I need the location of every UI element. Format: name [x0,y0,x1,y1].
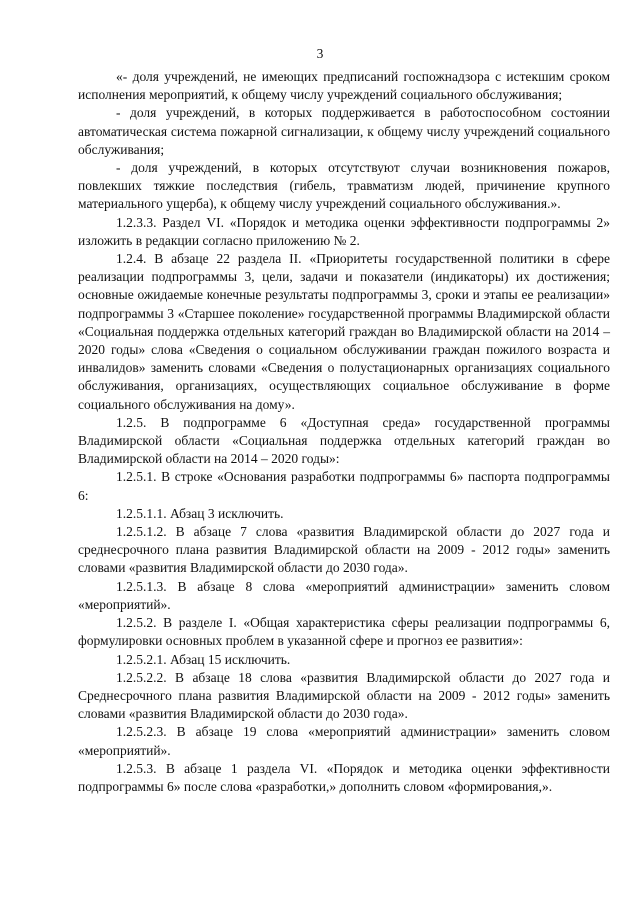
paragraph-1-2-5-1: 1.2.5.1. В строке «Основания разработки подпрограммы 6» паспорта подпрограммы 6: [78,469,610,503]
paragraph-indicator-fire-inspection: «- доля учреждений, не имеющих предписаний госпожнадзора с истекшим сроком исполнения мероприятий, к общему числу учреждений социального обслуживания; [78,69,610,103]
paragraph-1-2-5-1-3: 1.2.5.1.3. В абзаце 8 слова «мероприятий администрации» заменить словом «мероприятий». [78,578,610,612]
paragraph-1-2-5-1-1: 1.2.5.1.1. Абзац 3 исключить. [116,505,284,521]
page-number: 3 [316,46,324,61]
paragraph-indicator-fire-alarm: - доля учреждений, в которых поддерживается в работоспособном состоянии автоматическая система пожарной сигнализации, к общему числу учреждений социального обслуживания; [78,105,610,157]
paragraph-1-2-5-3: 1.2.5.3. В абзаце 1 раздела VI. «Порядок и методика оценки эффективности подпрограммы 6» после слова «разработки,» дополнить словом «формирования,». [78,760,610,794]
paragraph-1-2-5-2: 1.2.5.2. В разделе I. «Общая характеристика сферы реализации подпрограммы 6, формулировки основных проблем в указанной сфере и прогноз ее развития»: [78,615,610,649]
paragraph-1-2-5-2-1: 1.2.5.2.1. Абзац 15 исключить. [116,651,291,667]
paragraph-1-2-5-2-2: 1.2.5.2.2. В абзаце 18 слова «развития Владимирской области до 2027 года и Среднесрочного плана развития Владимирской области на 2009 - 2012 годы» заменить словами «развития Владимирской области до 2030 года». [78,669,610,722]
paragraph-1-2-5: 1.2.5. В подпрограмме 6 «Доступная среда» государственной программы Владимирской области «Социальная поддержка отдельных категорий граждан во Владимирской области на 2014 – 2020 годы»: [78,414,610,467]
paragraph-1-2-3-3: 1.2.3.3. Раздел VI. «Порядок и методика оценки эффективности подпрограммы 2» изложить в редакции согласно приложению № 2. [78,214,610,248]
paragraph-1-2-5-1-2: 1.2.5.1.2. В абзаце 7 слова «развития Владимирской области до 2027 года и среднесрочного плана развития Владимирской области на 2009 - 2012 годы» заменить словами «развития Владимирской области до 2030 года». [78,524,610,576]
paragraph-indicator-fire-cases: - доля учреждений, в которых отсутствуют случаи возникновения пожаров, повлекших тяжкие последствия (гибель, травматизм людей, причинение крупного материального ущерба), к общему числу учреждений социального обслуживания.». [78,160,610,212]
paragraph-1-2-4: 1.2.4. В абзаце 22 раздела II. «Приоритеты государственной политики в сфере реализации подпрограммы 3, цели, задачи и показатели (индикаторы) их достижения; основные ожидаемые конечные результаты подпрограммы 3, сроки и этапы ее реализации» подпрограммы 3 «Старшее поколение» государственной программы Владимирской области «Социальная поддержка отдельных категорий граждан во Владимирской области на 2014 – 2020 годы» слова «Сведения о социальном обслуживании граждан пожилого возраста и инвалидов» заменить словами «Сведения о полустационарных организациях социального обслуживания, организациях, осуществляющих социальное обслуживание в форме социального обслуживания на дому». [78,251,610,412]
paragraph-1-2-5-2-3: 1.2.5.2.3. В абзаце 19 слова «мероприятий администрации» заменить словом «мероприятий». [78,724,610,758]
document-body [78,68,610,796]
